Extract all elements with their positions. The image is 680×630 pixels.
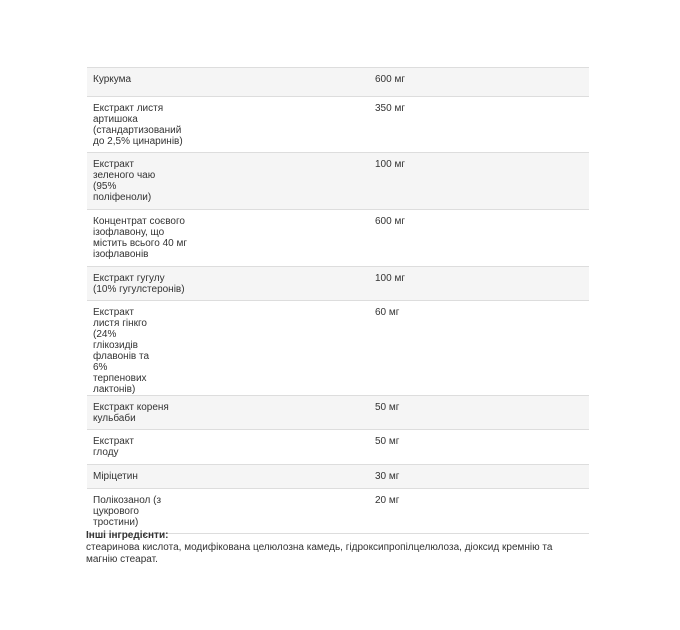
table-row xyxy=(87,301,589,396)
ingredient-amount: 600 мг xyxy=(375,74,405,85)
ingredient-amount-cell xyxy=(375,489,589,534)
table-row xyxy=(87,97,589,153)
ingredient-amount: 50 мг xyxy=(375,402,400,413)
ingredient-name-cell xyxy=(87,97,375,153)
ingredient-amount-cell xyxy=(375,465,589,489)
other-ingredients-title: Інші інгредієнти: xyxy=(86,530,169,541)
table-row xyxy=(87,396,589,430)
ingredient-name-cell xyxy=(87,396,375,430)
ingredient-amount-cell xyxy=(375,430,589,465)
ingredient-amount-cell xyxy=(375,97,589,153)
ingredient-name-cell xyxy=(87,465,375,489)
ingredient-amount: 100 мг xyxy=(375,273,405,284)
ingredient-name: Концентрат соєвого ізофлавону, що містить всього 40 мг ізофлавонів xyxy=(93,216,187,260)
ingredient-name-cell xyxy=(87,430,375,465)
table-row xyxy=(87,68,589,97)
ingredient-name: Екстракт листя артишока (стандартизований до 2,5% цинаринів) xyxy=(93,103,183,147)
table-row xyxy=(87,489,589,534)
ingredient-name: Міріцетин xyxy=(93,471,138,482)
other-ingredients-text: стеаринова кислота, модифікована целюлозна камедь, гідроксипропілцелюлоза, діоксид кремнію та магнію стеарат. xyxy=(86,542,553,565)
ingredient-amount: 600 мг xyxy=(375,216,405,227)
ingredient-amount: 50 мг xyxy=(375,436,400,447)
table-row xyxy=(87,153,589,210)
ingredient-amount: 20 мг xyxy=(375,495,400,506)
ingredient-name: Екстракт кореня кульбаби xyxy=(93,402,169,424)
ingredient-amount-cell xyxy=(375,301,589,396)
ingredient-amount-cell xyxy=(375,153,589,210)
ingredient-amount: 100 мг xyxy=(375,159,405,170)
ingredient-name-cell xyxy=(87,210,375,267)
other-ingredients xyxy=(86,530,586,566)
ingredient-name: Екстракт гугулу (10% гугулстеронів) xyxy=(93,273,185,295)
ingredients-table xyxy=(87,67,589,534)
table-row xyxy=(87,210,589,267)
ingredient-name: Куркума xyxy=(93,74,132,85)
ingredient-amount: 60 мг xyxy=(375,307,400,318)
ingredient-name: Екстракт листя гінкго (24% глікозидів флавонів та 6% терпенових лактонів) xyxy=(93,307,150,395)
table-row xyxy=(87,430,589,465)
ingredient-name-cell xyxy=(87,267,375,301)
ingredient-amount-cell xyxy=(375,68,589,97)
ingredient-name-cell xyxy=(87,301,375,396)
ingredient-name: Екстракт глоду xyxy=(93,436,134,458)
ingredient-amount-cell xyxy=(375,267,589,301)
ingredient-name-cell xyxy=(87,153,375,210)
ingredient-name: Полікозанол (з цукрового тростини) xyxy=(93,495,162,528)
ingredient-amount-cell xyxy=(375,210,589,267)
table-row xyxy=(87,465,589,489)
table-row xyxy=(87,267,589,301)
ingredient-name-cell xyxy=(87,489,375,534)
ingredient-amount: 30 мг xyxy=(375,471,400,482)
ingredient-name-cell xyxy=(87,68,375,97)
ingredient-name: Екстракт зеленого чаю (95% поліфеноли) xyxy=(93,159,156,203)
ingredient-amount-cell xyxy=(375,396,589,430)
ingredient-amount: 350 мг xyxy=(375,103,405,114)
